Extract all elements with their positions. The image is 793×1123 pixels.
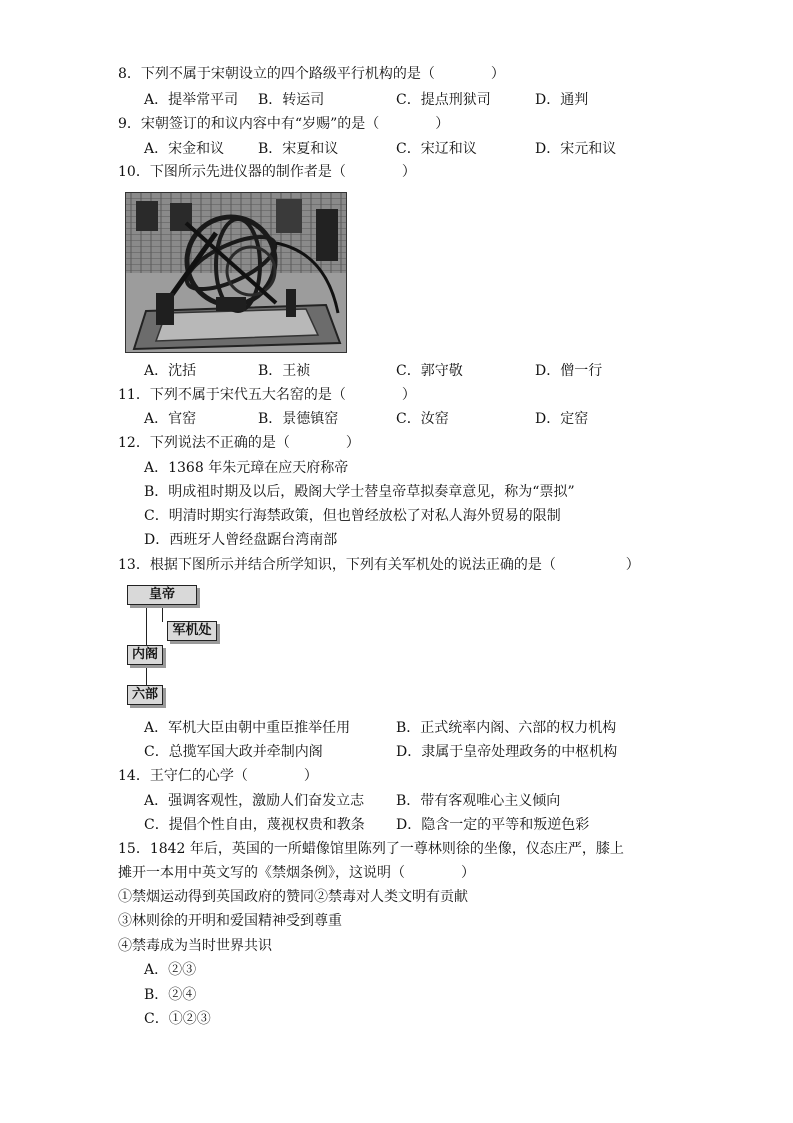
q9-option-a: A．宋金和议 <box>144 141 225 157</box>
q11-option-a: A．官窑 <box>144 411 197 427</box>
q12-option-d: D．西班牙人曾经盘踞台湾南部 <box>144 532 338 548</box>
q11-option-b: B．景德镇窑 <box>258 411 339 427</box>
q11-option-d: D．定窑 <box>535 411 589 427</box>
q12-option-c: C．明清时期实行海禁政策，但也曾经放松了对私人海外贸易的限制 <box>144 508 561 524</box>
q9-option-b: B．宋夏和议 <box>258 141 339 157</box>
q15-option-b: B．②④ <box>144 987 197 1003</box>
q9-option-c: C．宋辽和议 <box>396 141 477 157</box>
q8-option-c: C．提点刑狱司 <box>396 92 491 108</box>
q14-option-d: D．隐含一定的平等和叛逆色彩 <box>396 817 590 833</box>
liubu-box: 六部 <box>127 685 163 705</box>
neige-box: 内阁 <box>127 645 163 665</box>
q8-option-a: A．提举常平司 <box>144 92 239 108</box>
q15-option-c: C．①②③ <box>144 1011 211 1027</box>
q8-option-b: B．转运司 <box>258 92 325 108</box>
q11-option-c: C．汝窑 <box>396 411 449 427</box>
q15-statement-4: ④禁毒成为当时世界共识 <box>118 938 272 954</box>
junjichu-box: 军机处 <box>167 621 217 641</box>
q15-stem-line-1: 15．1842 年后，英国的一所蜡像馆里陈列了一尊林则徐的坐像，仪态庄严，膝上 <box>118 841 624 857</box>
q13-option-d: D．隶属于皇帝处理政务的中枢机构 <box>396 744 618 760</box>
q10-option-b: B．王祯 <box>258 363 311 379</box>
q15-statement-1-2: ①禁烟运动得到英国政府的赞同②禁毒对人类文明有贡献 <box>118 889 468 905</box>
q15-stem-line-2: 摊开一本用中英文写的《禁烟条例》，这说明（ ） <box>118 865 475 881</box>
emperor-box: 皇帝 <box>127 585 197 605</box>
q9-option-d: D．宋元和议 <box>535 141 617 157</box>
q15-option-a: A．②③ <box>144 962 197 978</box>
diagram-connector <box>146 604 147 646</box>
q13-option-a: A．军机大臣由朝中重臣推举任用 <box>144 720 351 736</box>
q14-option-c: C．提倡个性自由，蔑视权贵和教条 <box>144 817 365 833</box>
q9-stem: 9．宋朝签订的和议内容中有“岁赐”的是（ ） <box>118 116 450 132</box>
q12-stem: 12．下列说法不正确的是（ ） <box>118 435 360 451</box>
q8-option-d: D．通判 <box>535 92 589 108</box>
q13-option-c: C．总揽军国大政并牵制内阁 <box>144 744 323 760</box>
q10-option-d: D．僧一行 <box>535 363 603 379</box>
diagram-connector <box>146 666 147 686</box>
diagram-connector <box>162 604 163 622</box>
q13-option-b: B．正式统率内阁、六部的权力机构 <box>396 720 617 736</box>
q10-option-c: C．郭守敬 <box>396 363 463 379</box>
q8-stem: 8．下列不属于宋朝设立的四个路级平行机构的是（ ） <box>118 66 505 82</box>
q14-option-b: B．带有客观唯心主义倾向 <box>396 793 561 809</box>
q10-option-a: A．沈括 <box>144 363 197 379</box>
q13-stem: 13．根据下图所示并结合所学知识，下列有关军机处的说法正确的是（ ） <box>118 557 640 573</box>
q14-option-a: A．强调客观性，激励人们奋发立志 <box>144 793 365 809</box>
q12-option-a: A．1368 年朱元璋在应天府称帝 <box>144 460 349 476</box>
armillary-sphere-photo <box>125 192 347 353</box>
q14-stem: 14．王守仁的心学（ ） <box>118 768 318 784</box>
q12-option-b: B．明成祖时期及以后，殿阁大学士替皇帝草拟奏章意见，称为“票拟” <box>144 484 575 500</box>
armillary-sphere-illustration <box>126 193 346 352</box>
q15-statement-3: ③林则徐的开明和爱国精神受到尊重 <box>118 913 342 929</box>
q11-stem: 11．下列不属于宋代五大名窑的是（ ） <box>118 387 416 403</box>
q10-stem: 10．下图所示先进仪器的制作者是（ ） <box>118 164 416 180</box>
